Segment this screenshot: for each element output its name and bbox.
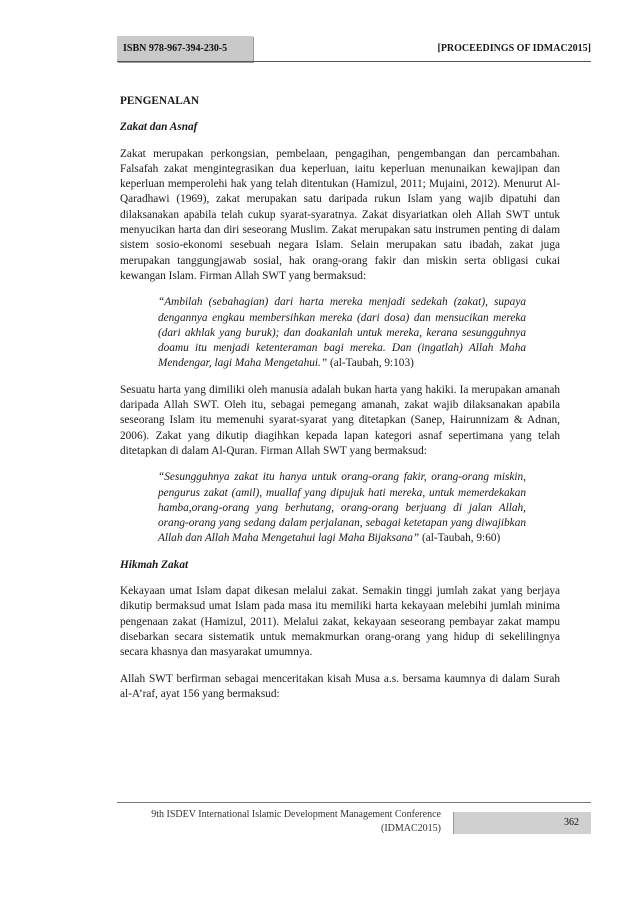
quote-al-taubah-60 xyxy=(158,470,526,546)
conference-line-1: 9th ISDEV International Islamic Development Management Conference xyxy=(151,809,441,820)
subheading-hikmah-zakat: Hikmah Zakat xyxy=(120,558,189,571)
page-number: 362 xyxy=(564,817,579,828)
subheading-zakat-asnaf: Zakat dan Asnaf xyxy=(120,121,198,134)
page-number-box-accent xyxy=(447,812,454,834)
quote-1-text: “Ambilah (sebahagian) dari harta mereka menjadi sedekah (zakat), supaya dengannya engkau membersihkan mereka (dari dosa) dan mensucikan mereka (dari akhlak yang buruk); dan doakanlah untuk mereka, kerana sesungguhnya doamu itu menjadi ketenteraman bagi mereka. Dan (ingatlah) Allah Maha Mendengar, lagi Maha Mengetahui.” xyxy=(158,296,526,370)
footer-rule xyxy=(117,802,591,803)
conference-line-2: (IDMAC2015) xyxy=(381,823,441,834)
paragraph-3: Kekayaan umat Islam dapat dikesan melalui zakat. Semakin tinggi jumlah zakat yang berjaya dikutip bermaksud umat Islam pada masa itu memiliki harta kekayaan melebihi jumlah minima pengenaan zakat (Hamizul, 2011). Melalui zakat, kekayaan seseorang pembayar zakat mampu disebarkan secara sistematik untuk memakmurkan orang-orang yang hidup di sekelilingnya secara khasnya dan masyarakat umumnya. xyxy=(120,585,560,659)
quote-2-text: “Sesungguhnya zakat itu hanya untuk orang-orang fakir, orang-orang miskin, pengurus zakat (amil), muallaf yang dipujuk hati mereka, untuk memerdekakan hamba,orang-orang yang berhutang, orang-orang berjuang di jalan Allah, orang-orang yang sedang dalam perjalanan, sebagai ketetapan yang diwajibkan Allah dan Allah Maha Mengetahui lagi Maha Bijaksana” xyxy=(158,471,526,545)
article-body xyxy=(120,94,560,713)
page-footer xyxy=(117,802,591,848)
page-number-box xyxy=(447,812,591,834)
paragraph-2: Sesuatu harta yang dimiliki oleh manusia adalah bukan harta yang hakiki. Ia merupakan amanah daripada Allah SWT. Oleh itu, sebagai pemegang amanah, zakat wajib dilaksanakan apabila seseorang Islam itu memenuhi syarat-syarat yang ditetapkan (Sanep, Hairunnizam & Adnan, 2006). Zakat yang dikutip diagihkan kepada lapan kategori asnaf sepertimana yang telah ditetapkan di dalam Al-Quran. Firman Allah SWT yang bermaksud: xyxy=(120,383,560,457)
proceedings-label: [PROCEEDINGS OF IDMAC2015] xyxy=(437,43,591,54)
header-rule xyxy=(117,61,591,62)
conference-name xyxy=(121,808,441,836)
quote-2-reference: (al-Taubah, 9:60) xyxy=(419,532,501,545)
quote-1-reference: (al-Taubah, 9:103) xyxy=(327,357,414,370)
section-heading: PENGENALAN xyxy=(120,95,200,107)
quote-al-taubah-103 xyxy=(158,295,526,371)
paragraph-1: Zakat merupakan perkongsian, pembelaan, pengagihan, pengembangan dan percambahan. Falsafah zakat mengintegrasikan dua keperluan, iaitu keperluan menunaikan kewajipan dan keperluan memperolehi hak yang telah ditentukan (Hamizul, 2011; Mujaini, 2012). Menurut Al-Qaradhawi (1969), zakat merupakan satu daripada rukun Islam yang wajib dipatuhi dan dilaksanakan apabila telah cukup syarat-syaratnya. Zakat disyariatkan oleh Allah SWT untuk menyucikan harta dan diri seseorang Muslim. Zakat merupakan satu instrumen penting di dalam sistem sosio-ekonomi sesebuah negara Islam. Selain merupakan satu ibadah, zakat juga merupakan tanggungjawab sosial, hak orang-orang fakir dan miskin serta obligasi cukai kewangan Islam. Firman Allah SWT yang bermaksud: xyxy=(120,147,560,282)
isbn-label: ISBN 978-967-394-230-5 xyxy=(117,36,253,62)
paragraph-4: Allah SWT berfirman sebagai menceritakan kisah Musa a.s. bersama kaumnya di dalam Surah al-A’raf, ayat 156 yang bermaksud: xyxy=(120,672,560,700)
page-header xyxy=(117,36,591,62)
